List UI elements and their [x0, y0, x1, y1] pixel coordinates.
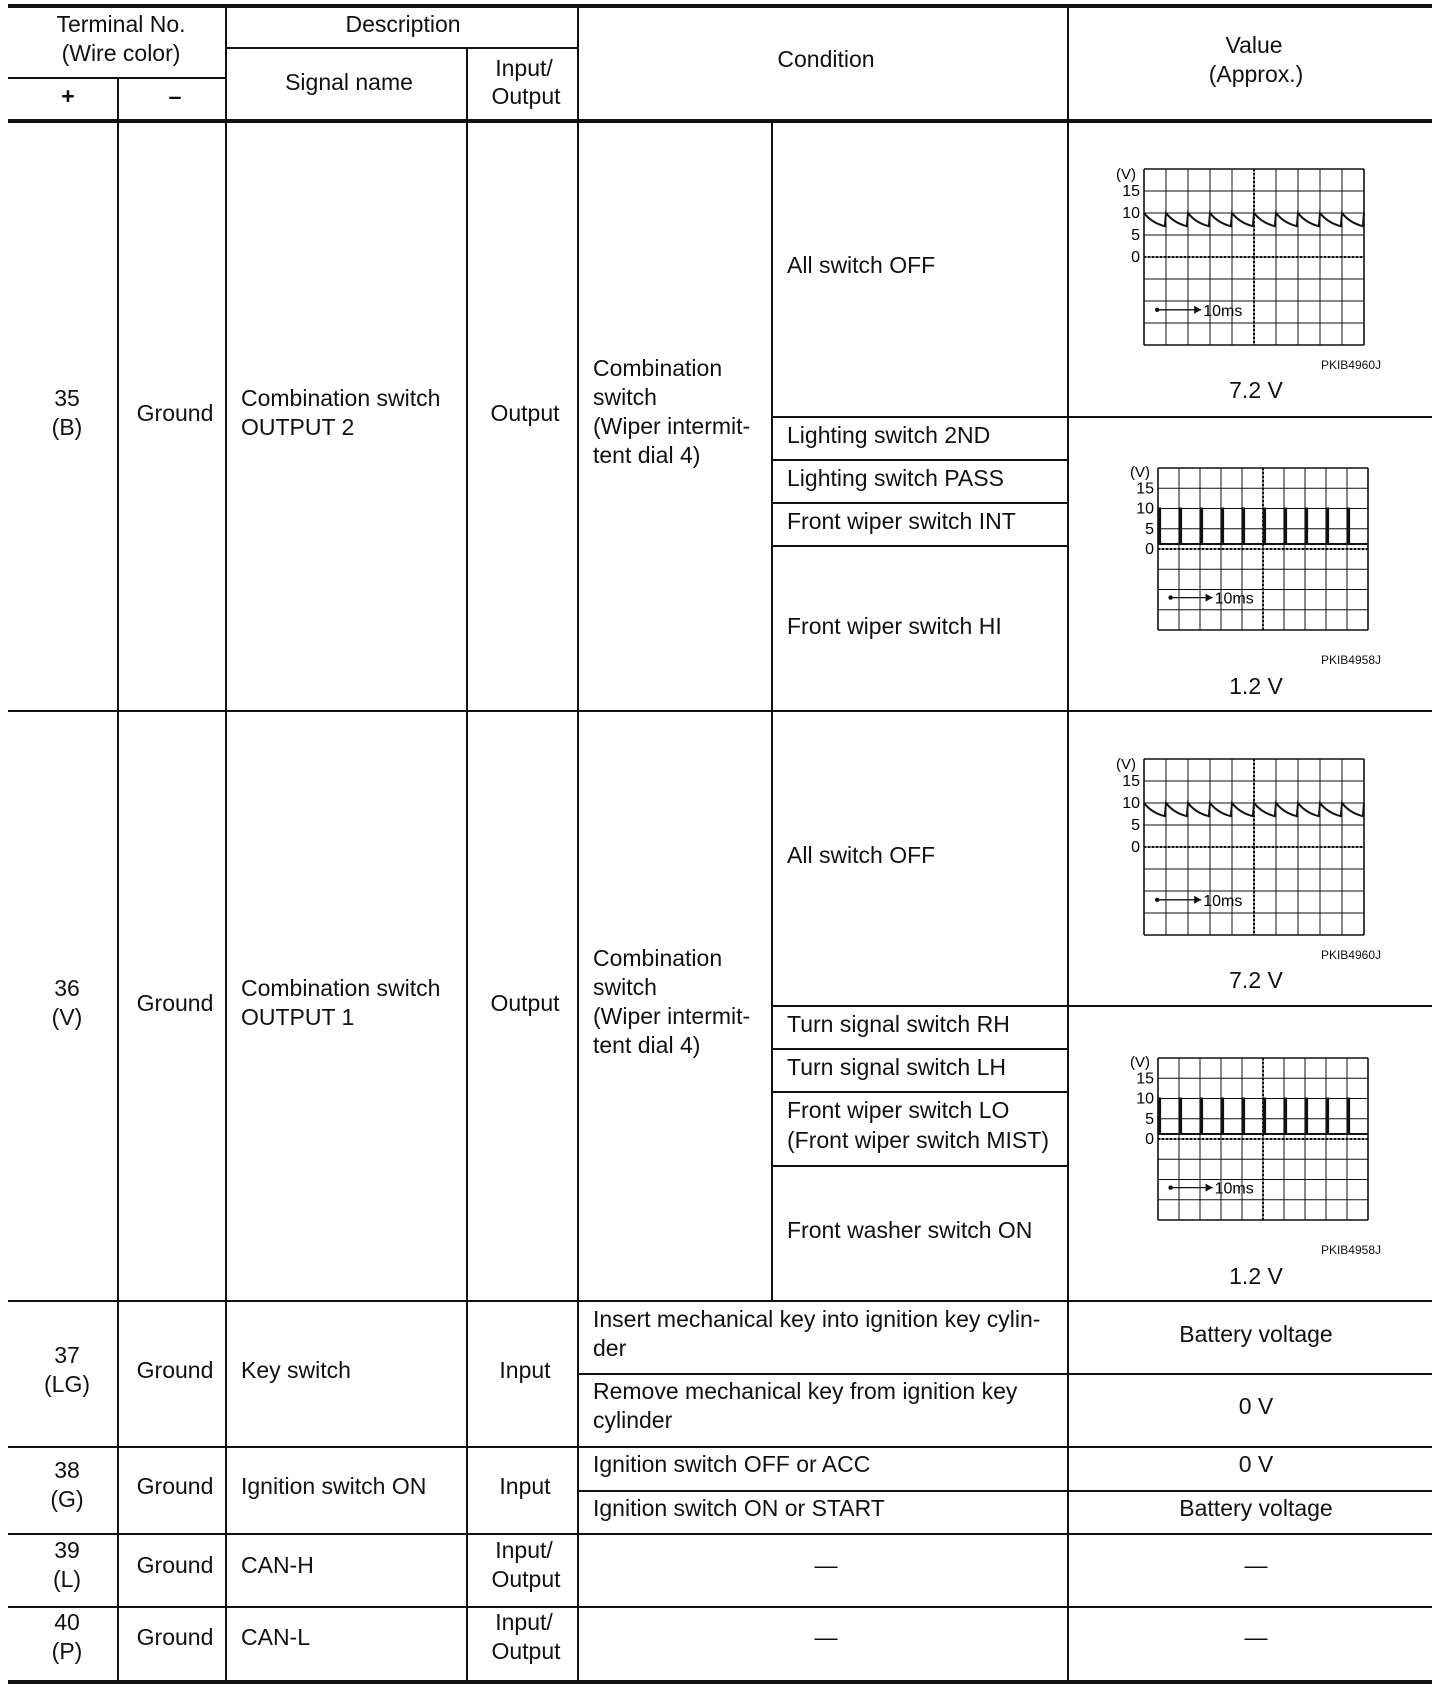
condition-text: cylinder: [593, 1407, 673, 1433]
sub-condition: Turn signal switch LH: [787, 1054, 1007, 1080]
axis-tick-label: 0: [1131, 249, 1140, 266]
sub-condition: (Front wiper switch MIST): [787, 1127, 1049, 1153]
sub-divider: [771, 1005, 1432, 1007]
signal-waveform: [1144, 213, 1364, 226]
signal-name: OUTPUT 1: [241, 1004, 355, 1030]
sub-divider: [577, 1373, 1432, 1375]
table-bottom-border: [8, 1680, 1432, 1684]
timebase-marker: [1168, 1185, 1172, 1189]
axis-tick-label: 5: [1131, 227, 1140, 244]
value-text: —: [1244, 1624, 1268, 1650]
wire-color: (B): [51, 414, 83, 440]
timebase-marker: [1206, 1184, 1213, 1192]
condition-text: Insert mechanical key into ignition key cylin-: [593, 1306, 1041, 1332]
figure-code: PKIB4960J: [1320, 948, 1381, 962]
condition-text: der: [593, 1335, 627, 1361]
sub-divider: [771, 416, 1432, 418]
ground-terminal: Ground: [136, 1624, 214, 1650]
axis-unit-label: (V): [1116, 165, 1136, 183]
divider: [225, 47, 577, 49]
sub-condition: Front wiper switch LO: [787, 1097, 1010, 1123]
axis-tick-label: 15: [1136, 1070, 1154, 1088]
wire-color: (V): [51, 1004, 83, 1030]
header-plus: +: [61, 83, 75, 109]
terminal-number: 39: [54, 1537, 80, 1563]
terminal-number: 40: [54, 1609, 80, 1635]
terminal-number: 35: [54, 385, 80, 411]
table-top-border: [8, 4, 1432, 8]
sub-divider: [771, 1048, 1067, 1050]
axis-tick-label: 15: [1122, 183, 1140, 200]
row-divider: [8, 1300, 1432, 1302]
axis-tick-label: 10: [1122, 795, 1140, 812]
io-type: Input: [499, 1473, 551, 1499]
oscilloscope-waveform-figure: [1118, 452, 1380, 638]
value-text: Battery voltage: [1179, 1495, 1333, 1521]
condition-text: —: [814, 1624, 838, 1650]
signal-name: CAN-H: [241, 1552, 314, 1578]
signal-name: CAN-L: [241, 1624, 311, 1650]
header-minus: –: [168, 83, 182, 109]
io-type: Output: [490, 400, 560, 426]
io-type: Output: [491, 1638, 561, 1664]
voltage-value: 1.2 V: [1229, 1263, 1283, 1289]
col-divider: [1067, 4, 1069, 1680]
axis-unit-label: (V): [1116, 755, 1136, 773]
col-divider: [225, 4, 227, 1680]
sub-condition: Turn signal switch RH: [787, 1011, 1010, 1037]
col-divider: [577, 4, 579, 1680]
col-divider: [117, 77, 119, 1680]
timebase-marker: [1155, 308, 1159, 312]
sub-divider: [771, 459, 1067, 461]
timebase-marker: [1155, 898, 1159, 902]
voltage-value: 1.2 V: [1229, 673, 1283, 699]
value-text: —: [1244, 1552, 1268, 1578]
oscilloscope-waveform-figure: [1108, 155, 1380, 355]
condition-text: Combination: [593, 945, 723, 971]
row-divider: [8, 1533, 1432, 1535]
row-divider: [8, 1606, 1432, 1608]
signal-waveform: [1144, 803, 1364, 816]
oscilloscope-waveform-figure: [1118, 1042, 1380, 1228]
timebase-marker: [1194, 306, 1201, 314]
condition-text: tent dial 4): [593, 1032, 701, 1058]
axis-tick-label: 0: [1131, 839, 1140, 856]
axis-tick-label: 15: [1122, 773, 1140, 790]
timebase-label: 10ms: [1203, 892, 1243, 910]
condition-text: switch: [593, 974, 657, 1000]
value-text: 0 V: [1238, 1393, 1274, 1419]
condition-text: switch: [593, 384, 657, 410]
terminal-number: 36: [54, 975, 80, 1001]
header-signal-name: Signal name: [285, 69, 413, 95]
figure-code: PKIB4958J: [1320, 1243, 1381, 1257]
figure-code: PKIB4958J: [1320, 653, 1381, 667]
figure-code: PKIB4960J: [1320, 358, 1381, 372]
sub-condition: All switch OFF: [787, 252, 936, 278]
axis-tick-label: 5: [1131, 817, 1140, 834]
wire-color: (P): [51, 1638, 83, 1664]
condition-text: Remove mechanical key from ignition key: [593, 1378, 1018, 1404]
header-condition: Condition: [777, 46, 875, 72]
terminal-number: 38: [54, 1457, 80, 1483]
condition-text: (Wiper intermit-: [593, 1003, 751, 1029]
sub-condition: Front washer switch ON: [787, 1217, 1033, 1243]
timebase-label: 10ms: [1214, 1180, 1254, 1198]
ground-terminal: Ground: [136, 400, 214, 426]
sub-condition: Front wiper switch INT: [787, 508, 1016, 534]
axis-tick-label: 10: [1136, 1090, 1154, 1108]
wire-color: (L): [52, 1566, 82, 1592]
sub-condition: All switch OFF: [787, 842, 936, 868]
signal-name: Combination switch: [241, 385, 441, 411]
header-terminal-no: Terminal No.: [56, 11, 186, 37]
wire-color: (G): [50, 1486, 84, 1512]
io-type: Output: [490, 990, 560, 1016]
signal-waveform: [1158, 1099, 1368, 1134]
header-wire-color: (Wire color): [61, 40, 181, 66]
header-bottom-border: [8, 119, 1432, 123]
sub-divider: [771, 1165, 1067, 1167]
io-type: Input: [499, 1357, 551, 1383]
signal-name: Key switch: [241, 1357, 351, 1383]
col-divider: [466, 47, 468, 1680]
signal-waveform: [1158, 509, 1368, 544]
condition-text: —: [814, 1552, 838, 1578]
signal-name: Combination switch: [241, 975, 441, 1001]
ground-terminal: Ground: [136, 1552, 214, 1578]
io-type: Output: [491, 1566, 561, 1592]
io-type: Input/: [495, 1609, 553, 1635]
timebase-marker: [1168, 595, 1172, 599]
axis-unit-label: (V): [1130, 464, 1150, 482]
value-text: Battery voltage: [1179, 1321, 1333, 1347]
sub-divider: [771, 545, 1067, 547]
ground-terminal: Ground: [136, 990, 214, 1016]
condition-text: Ignition switch OFF or ACC: [593, 1451, 871, 1477]
condition-text: tent dial 4): [593, 442, 701, 468]
timebase-marker: [1194, 896, 1201, 904]
signal-name: Ignition switch ON: [241, 1473, 427, 1499]
axis-unit-label: (V): [1130, 1054, 1150, 1072]
axis-tick-label: 5: [1145, 520, 1154, 538]
condition-text: (Wiper intermit-: [593, 413, 751, 439]
sub-condition: Front wiper switch HI: [787, 613, 1002, 639]
sub-divider: [771, 1091, 1067, 1093]
timebase-label: 10ms: [1203, 302, 1243, 320]
condition-text: Ignition switch ON or START: [593, 1495, 885, 1521]
terminal-number: 37: [54, 1342, 80, 1368]
io-type: Input/: [495, 1537, 553, 1563]
timebase-marker: [1206, 594, 1213, 602]
signal-name: OUTPUT 2: [241, 414, 355, 440]
axis-tick-label: 0: [1145, 541, 1154, 558]
header-value: (Approx.): [1208, 61, 1304, 87]
header-input-output: Output: [491, 83, 561, 109]
header-description: Description: [345, 11, 461, 37]
row-divider: [8, 1446, 1432, 1448]
sub-divider: [771, 502, 1067, 504]
condition-text: Combination: [593, 355, 723, 381]
voltage-value: 7.2 V: [1229, 967, 1283, 993]
axis-tick-label: 10: [1122, 205, 1140, 222]
timebase-label: 10ms: [1214, 590, 1254, 608]
wire-color: (LG): [44, 1371, 90, 1397]
ground-terminal: Ground: [136, 1357, 214, 1383]
axis-tick-label: 10: [1136, 500, 1154, 518]
value-text: 0 V: [1238, 1451, 1274, 1477]
voltage-value: 7.2 V: [1229, 377, 1283, 403]
ground-terminal: Ground: [136, 1473, 214, 1499]
row-divider: [8, 710, 1432, 712]
axis-tick-label: 15: [1136, 480, 1154, 498]
sub-condition: Lighting switch PASS: [787, 465, 1004, 491]
axis-tick-label: 5: [1145, 1110, 1154, 1128]
sub-divider: [577, 1490, 1432, 1492]
oscilloscope-waveform-figure: [1108, 745, 1380, 945]
sub-condition: Lighting switch 2ND: [787, 422, 991, 448]
header-value: Value: [1225, 32, 1283, 58]
axis-tick-label: 0: [1145, 1131, 1154, 1148]
header-input-output: Input/: [495, 55, 553, 81]
